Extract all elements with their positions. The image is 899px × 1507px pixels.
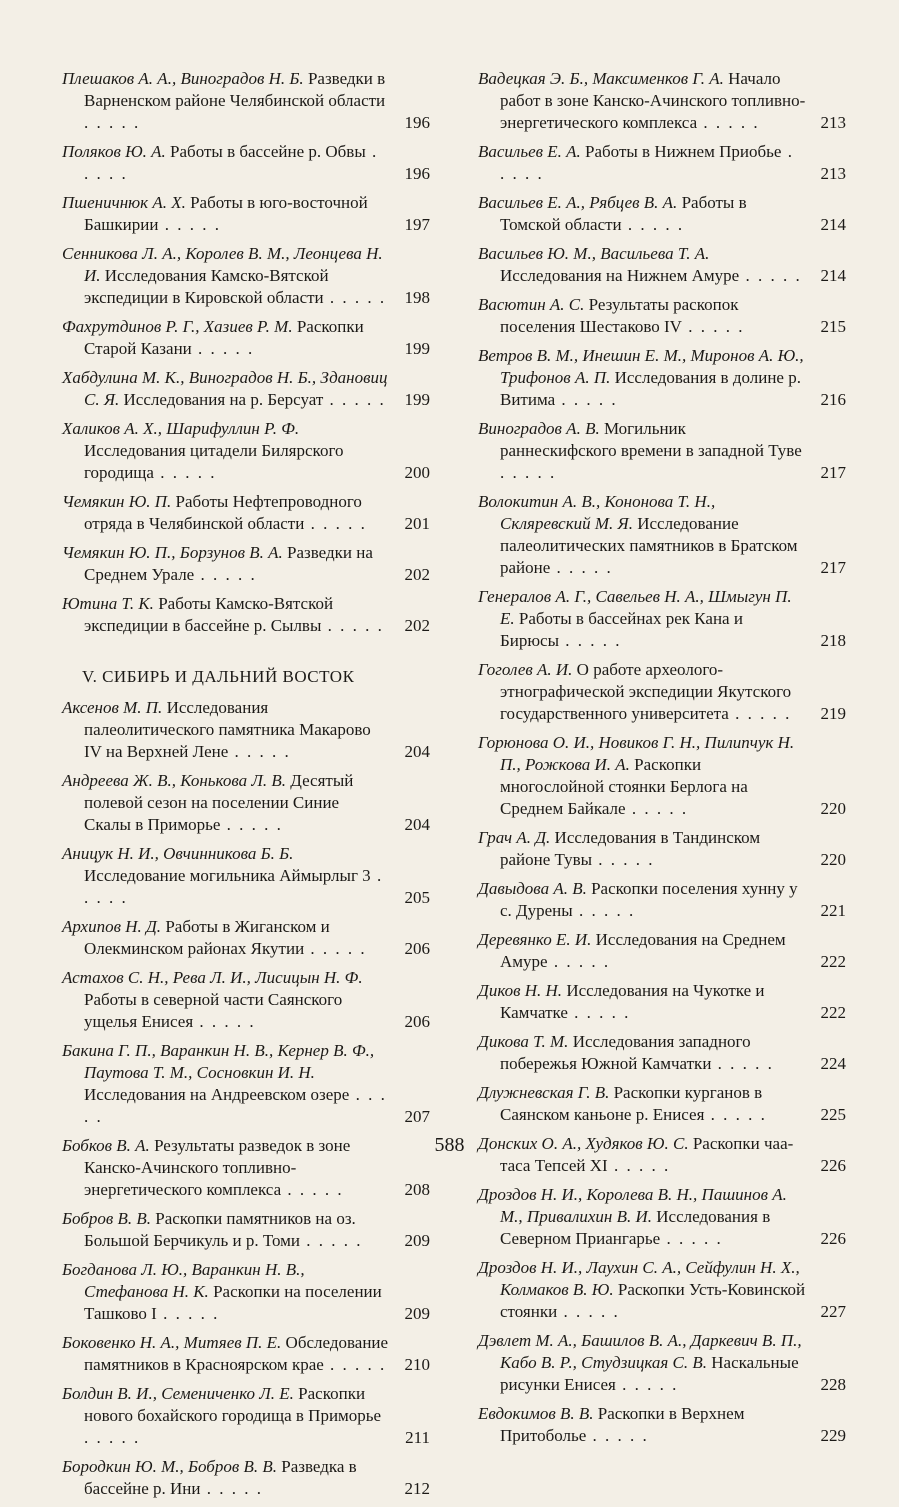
entry-authors: Архипов Н. Д. — [62, 917, 162, 936]
index-entry: Пшеничнюк А. Х. Работы в юго-восточной Башкирии . . . . . 197 — [62, 193, 430, 234]
entry-authors: Гоголев А. И. — [478, 660, 573, 679]
entry-title: Работы в Нижнем Приобье — [585, 142, 782, 161]
entry-title: О работе археолого-этнографической экспедиции Якутского государственного университета — [500, 660, 792, 723]
index-entry: Поляков Ю. А. Работы в бассейне р. Обвы . . . . . 196 — [62, 142, 430, 183]
entry-page: 202 — [404, 616, 430, 635]
entry-authors: Аксенов М. П. — [62, 698, 163, 717]
entry-page: 196 — [404, 164, 430, 183]
entry-title: Раскопки нового бохайского городища в Приморье — [84, 1384, 382, 1425]
index-entry: Волокитин А. В., Кононова Т. Н., Скляревский М. Я. Исследование палеолитических памятников в Братском районе . . . . . 217 — [478, 492, 846, 577]
entry-title: Исследования в Северном Приангарье — [500, 1207, 771, 1248]
index-entry: Ютина Т. К. Работы Камско-Вятской экспедиции в бассейне р. Сылвы . . . . . 202 — [62, 594, 430, 635]
entry-title: Разведка в бассейне р. Ини — [84, 1457, 357, 1498]
entry-page: 204 — [404, 815, 430, 834]
entry-title: Раскопки многослойной стоянки Берлога на Среднем Байкале — [500, 755, 748, 818]
entry-authors: Андреева Ж. В., Конькова Л. В. — [62, 771, 287, 790]
entry-page: 215 — [820, 317, 846, 336]
page-number: 588 — [434, 1134, 465, 1156]
entry-page: 222 — [820, 952, 846, 971]
entry-title: Исследование могильника Аймырлыг 3 — [84, 866, 371, 885]
entry-page: 198 — [404, 288, 430, 307]
index-entry: Аницук Н. И., Овчинникова Б. Б. Исследование могильника Аймырлыг 3 . . . . . 205 — [62, 844, 430, 907]
entry-page: 204 — [404, 742, 430, 761]
entry-authors: Васютин А. С. — [478, 295, 585, 314]
index-entry: Архипов Н. Д. Работы в Жиганском и Олекминском районах Якутии . . . . . 206 — [62, 917, 430, 958]
entry-list-right — [478, 68, 846, 1447]
entry-title: Исследования цитадели Билярского городища — [84, 441, 344, 482]
index-entry: Деревянко Е. И. Исследования на Среднем Амуре . . . . . 222 — [478, 930, 846, 971]
index-entry: Васильев Е. А., Рябцев В. А. Работы в Томской области . . . . . 214 — [478, 193, 846, 234]
entry-authors: Горюнова О. И., Новиков Г. Н., Пилипчук Н. П., Рожкова И. А. — [478, 733, 795, 774]
index-entry: Халиков А. Х., Шарифуллин Р. Ф. Исследования цитадели Билярского городища . . . . . 200 — [62, 419, 430, 482]
entry-page: 228 — [820, 1375, 846, 1394]
entry-page: 222 — [820, 1003, 846, 1022]
entry-page: 201 — [404, 514, 430, 533]
entry-page: 211 — [405, 1428, 430, 1447]
entry-authors: Васильев Е. А. — [478, 142, 581, 161]
index-entry: Чемякин Ю. П., Борзунов В. А. Разведки на Среднем Урале . . . . . 202 — [62, 543, 430, 584]
entry-authors: Дроздов Н. И., Лаухин С. А., Сейфулин Н. Х., Колмаков В. Ю. — [478, 1258, 800, 1299]
entry-page: 227 — [820, 1302, 846, 1321]
index-entry: Васильев Ю. М., Васильева Т. А. Исследования на Нижнем Амуре . . . . . 214 — [478, 244, 846, 285]
entry-authors: Астахов С. Н., Рева Л. И., Лисицын Н. Ф. — [62, 968, 363, 987]
index-entry: Андреева Ж. В., Конькова Л. В. Десятый полевой сезон на поселении Синие Скалы в Приморье . . . . . 204 — [62, 771, 430, 834]
index-entry: Вадецкая Э. Б., Максименков Г. А. Начало работ в зоне Канско-Ачинского топливно-энергетического комплекса . . . . . 213 — [478, 69, 846, 132]
entry-title: Раскопки чаа-таса Тепсей XI — [500, 1134, 794, 1175]
entry-title: Исследование палеолитических памятников в Братском районе — [500, 514, 798, 577]
index-entry: Донских О. А., Худяков Ю. С. Раскопки чаа-таса Тепсей XI . . . . . 226 — [478, 1134, 846, 1175]
entry-page: 207 — [404, 1107, 430, 1126]
entry-page: 214 — [820, 215, 846, 234]
index-entry: Дикова Т. М. Исследования западного побережья Южной Камчатки . . . . . 224 — [478, 1032, 846, 1073]
index-entry: Дроздов Н. И., Лаухин С. А., Сейфулин Н. Х., Колмаков В. Ю. Раскопки Усть-Ковинской стоянки . . . . . 227 — [478, 1258, 846, 1321]
entry-title: Десятый полевой сезон на поселении Синие Скалы в Приморье — [84, 771, 354, 834]
entry-title: Исследования западного побережья Южной Камчатки — [500, 1032, 751, 1073]
entry-authors: Давыдова А. В. — [478, 879, 587, 898]
entry-page: 205 — [404, 888, 430, 907]
entry-authors: Чемякин Ю. П. — [62, 492, 172, 511]
index-entry: Астахов С. Н., Рева Л. И., Лисицын Н. Ф. Работы в северной части Саянского ущелья Енисея . . . . . 206 — [62, 968, 430, 1031]
entry-list-left-2 — [62, 697, 430, 1500]
entry-title: Работы в Томской области — [500, 193, 747, 234]
entry-authors: Волокитин А. В., Кононова Т. Н., Скляревский М. Я. — [478, 492, 716, 533]
index-entry: Бобров В. В. Раскопки памятников на оз. Большой Берчикуль и р. Томи . . . . . 209 — [62, 1209, 430, 1250]
index-entry: Дроздов Н. И., Королева В. Н., Пашинов А. М., Привалихин В. И. Исследования в Северном Приангарье . . . . . 226 — [478, 1185, 846, 1248]
entry-title: Результаты разведок в зоне Канско-Ачинского топливно-энергетического комплекса — [84, 1136, 351, 1199]
entry-authors: Грач А. Д. — [478, 828, 551, 847]
entry-page: 206 — [404, 1012, 430, 1031]
entry-title: Раскопки в Верхнем Притоболье — [500, 1404, 745, 1445]
entry-title: Разведки на Среднем Урале — [84, 543, 373, 584]
entry-title: Работы в юго-восточной Башкирии — [84, 193, 368, 234]
entry-page: 213 — [820, 113, 846, 132]
entry-authors: Генералов А. Г., Савельев Н. А., Шмыгун П. Е. — [478, 587, 792, 628]
entry-list-left — [62, 68, 430, 637]
entry-authors: Ютина Т. К. — [62, 594, 154, 613]
entry-authors: Бобров В. В. — [62, 1209, 152, 1228]
entry-page: 206 — [404, 939, 430, 958]
entry-title: Исследования Камско-Вятской экспедиции в Кировской области — [84, 266, 329, 307]
entry-title: Начало работ в зоне Канско-Ачинского топливно-энергетического комплекса — [500, 69, 806, 132]
entry-authors: Васильев Ю. М., Васильева Т. А. — [478, 244, 710, 263]
entry-page: 226 — [820, 1229, 846, 1248]
entry-authors: Евдокимов В. В. — [478, 1404, 594, 1423]
index-entry: Сенникова Л. А., Королев В. М., Леонцева Н. И. Исследования Камско-Вятской экспедиции в Кировской области . . . . . 198 — [62, 244, 430, 307]
entry-page: 219 — [820, 704, 846, 723]
entry-title: Исследования на Чукотке и Камчатке — [500, 981, 765, 1022]
entry-authors: Деревянко Е. И. — [478, 930, 592, 949]
entry-title: Работы в северной части Саянского ущелья Енисея — [84, 990, 343, 1031]
entry-title: Исследования на Среднем Амуре — [500, 930, 786, 971]
entry-page: 229 — [820, 1426, 846, 1445]
entry-page: 209 — [404, 1304, 430, 1323]
entry-authors: Донских О. А., Худяков Ю. С. — [478, 1134, 689, 1153]
entry-authors: Васильев Е. А., Рябцев В. А. — [478, 193, 678, 212]
left-column — [62, 68, 430, 1507]
index-entry: Богданова Л. Ю., Варанкин Н. В., Стефанова Н. К. Раскопки на поселении Ташково I . . . . . 209 — [62, 1260, 430, 1323]
entry-title: Работы в Жиганском и Олекминском районах Якутии — [84, 917, 330, 958]
index-entry: Бакина Г. П., Варанкин Н. В., Кернер В. Ф., Паутова Т. М., Сосновкин И. Н. Исследования на Андреевском озере . . . . . 207 — [62, 1041, 430, 1126]
entry-authors: Аницук Н. И., Овчинникова Б. Б. — [62, 844, 294, 863]
index-entry: Евдокимов В. В. Раскопки в Верхнем Притоболье . . . . . 229 — [478, 1404, 846, 1445]
entry-title: Раскопки курганов в Саянском каньоне р. Енисея — [500, 1083, 763, 1124]
index-entry: Давыдова А. В. Раскопки поселения хунну у с. Дурены . . . . . 221 — [478, 879, 846, 920]
entry-title: Работы Камско-Вятской экспедиции в бассейне р. Сылвы — [84, 594, 334, 635]
entry-authors: Богданова Л. Ю., Варанкин Н. В., Стефанова Н. К. — [62, 1260, 305, 1301]
entry-title: Работы Нефтепроводного отряда в Челябинской области — [84, 492, 362, 533]
entry-authors: Пшеничнюк А. Х. — [62, 193, 186, 212]
entry-title: Исследования на Нижнем Амуре — [500, 266, 740, 285]
entry-title: Разведки в Варненском районе Челябинской области — [84, 69, 386, 110]
index-entry: Виноградов А. В. Могильник раннескифского времени в западной Туве . . . . . 217 — [478, 419, 846, 482]
entry-page: 218 — [820, 631, 846, 650]
index-entry: Горюнова О. И., Новиков Г. Н., Пилипчук Н. П., Рожкова И. А. Раскопки многослойной стоянки Берлога на Среднем Байкале . . . . . 220 — [478, 733, 846, 818]
entry-title: Раскопки поселения хунну у с. Дурены — [500, 879, 798, 920]
entry-page: 220 — [820, 799, 846, 818]
index-entry: Бобков В. А. Результаты разведок в зоне Канско-Ачинского топливно-энергетического комплекса . . . . . 208 — [62, 1136, 430, 1199]
entry-title: Обследование памятников в Красноярском крае — [84, 1333, 389, 1374]
entry-authors: Дэвлет М. А., Башилов В. А., Даркевич В. П., Кабо В. Р., Студзицкая С. В. — [478, 1331, 802, 1372]
entry-page: 199 — [404, 390, 430, 409]
entry-page: 209 — [404, 1231, 430, 1250]
entry-page: 221 — [820, 901, 846, 920]
entry-authors: Бобков В. А. — [62, 1136, 150, 1155]
entry-authors: Сенникова Л. А., Королев В. М., Леонцева Н. И. — [62, 244, 383, 285]
entry-title: Наскальные рисунки Енисея — [500, 1353, 799, 1394]
entry-page: 225 — [820, 1105, 846, 1124]
entry-title: Исследования в Тандинском районе Тувы — [500, 828, 761, 869]
entry-title: Могильник раннескифского времени в западной Туве — [500, 419, 802, 460]
entry-page: 216 — [820, 390, 846, 409]
entry-authors: Ветров В. М., Инешин Е. М., Миронов А. Ю., Трифонов А. П. — [478, 346, 804, 387]
index-entry: Грач А. Д. Исследования в Тандинском районе Тувы . . . . . 220 — [478, 828, 846, 869]
entry-title: Результаты раскопок поселения Шестаково IV — [500, 295, 739, 336]
index-entry: Плешаков А. А., Виноградов Н. Б. Разведки в Варненском районе Челябинской области . . . . . 196 — [62, 69, 430, 132]
entry-authors: Болдин В. И., Семениченко Л. Е. — [62, 1384, 294, 1403]
entry-page: 196 — [404, 113, 430, 132]
entry-authors: Боковенко Н. А., Митяев П. Е. — [62, 1333, 282, 1352]
entry-page: 200 — [404, 463, 430, 482]
entry-authors: Бакина Г. П., Варанкин Н. В., Кернер В. Ф., Паутова Т. М., Сосновкин И. Н. — [62, 1041, 375, 1082]
entry-authors: Дикова Т. М. — [478, 1032, 569, 1051]
entry-authors: Дроздов Н. И., Королева В. Н., Пашинов А. М., Привалихин В. И. — [478, 1185, 787, 1226]
index-entry: Чемякин Ю. П. Работы Нефтепроводного отряда в Челябинской области . . . . . 201 — [62, 492, 430, 533]
entry-page: 199 — [404, 339, 430, 358]
index-entry: Длужневская Г. В. Раскопки курганов в Саянском каньоне р. Енисея . . . . . 225 — [478, 1083, 846, 1124]
entry-title: Исследования в долине р. Витима — [500, 368, 801, 409]
entry-authors: Фахрутдинов Р. Г., Хазиев Р. М. — [62, 317, 293, 336]
index-entry: Васютин А. С. Результаты раскопок поселения Шестаково IV . . . . . 215 — [478, 295, 846, 336]
entry-authors: Длужневская Г. В. — [478, 1083, 610, 1102]
entry-authors: Плешаков А. А., Виноградов Н. Б. — [62, 69, 304, 88]
entry-page: 224 — [820, 1054, 846, 1073]
entry-page: 210 — [404, 1355, 430, 1374]
entry-page: 213 — [820, 164, 846, 183]
index-entry: Аксенов М. П. Исследования палеолитического памятника Макарово IV на Верхней Лене . . . . . 204 — [62, 698, 430, 761]
entry-title: Исследования палеолитического памятника Макарово IV на Верхней Лене — [84, 698, 371, 761]
entry-page: 197 — [404, 215, 430, 234]
entry-page: 217 — [820, 558, 846, 577]
entry-title: Исследования на Андреевском озере — [84, 1085, 350, 1104]
entry-page: 202 — [404, 565, 430, 584]
entry-authors: Бородкин Ю. М., Бобров В. В. — [62, 1457, 277, 1476]
index-entry: Васильев Е. А. Работы в Нижнем Приобье . . . . . 213 — [478, 142, 846, 183]
entry-title: Раскопки Старой Казани — [84, 317, 364, 358]
index-entry: Гоголев А. И. О работе археолого-этнографической экспедиции Якутского государственного университета . . . . . 219 — [478, 660, 846, 723]
right-column — [478, 68, 846, 1454]
index-entry: Болдин В. И., Семениченко Л. Е. Раскопки нового бохайского городища в Приморье . . . . . 211 — [62, 1384, 430, 1447]
entry-authors: Халиков А. Х., Шарифуллин Р. Ф. — [62, 419, 300, 438]
entry-page: 220 — [820, 850, 846, 869]
entry-authors: Чемякин Ю. П., Борзунов В. А. — [62, 543, 283, 562]
entry-title: Раскопки на поселении Ташково I — [84, 1282, 382, 1323]
entry-authors: Диков Н. Н. — [478, 981, 563, 1000]
entry-authors: Хабдулина М. К., Виноградов Н. Б., Здановиц С. Я. — [62, 368, 388, 409]
index-entry: Генералов А. Г., Савельев Н. А., Шмыгун П. Е. Работы в бассейнах рек Кана и Бирюсы . . . . . 218 — [478, 587, 846, 650]
entry-page: 208 — [404, 1180, 430, 1199]
entry-page: 212 — [404, 1479, 430, 1498]
index-entry: Фахрутдинов Р. Г., Хазиев Р. М. Раскопки Старой Казани . . . . . 199 — [62, 317, 430, 358]
entry-title: Работы в бассейне р. Обвы — [170, 142, 366, 161]
entry-title: Исследования на р. Берсуат — [123, 390, 324, 409]
index-entry: Диков Н. Н. Исследования на Чукотке и Камчатке . . . . . 222 — [478, 981, 846, 1022]
entry-page: 214 — [820, 266, 846, 285]
entry-page: 226 — [820, 1156, 846, 1175]
index-entry: Ветров В. М., Инешин Е. М., Миронов А. Ю., Трифонов А. П. Исследования в долине р. Витима . . . . . 216 — [478, 346, 846, 409]
index-entry: Боковенко Н. А., Митяев П. Е. Обследование памятников в Красноярском крае . . . . . 210 — [62, 1333, 430, 1374]
entry-authors: Поляков Ю. А. — [62, 142, 166, 161]
entry-title: Раскопки Усть-Ковинской стоянки — [500, 1280, 806, 1321]
entry-title: Работы в бассейнах рек Кана и Бирюсы — [500, 609, 743, 650]
section-heading: V. СИБИРЬ И ДАЛЬНИЙ ВОСТОК — [82, 667, 355, 686]
entry-authors: Вадецкая Э. Б., Максименков Г. А. — [478, 69, 724, 88]
index-entry: Бородкин Ю. М., Бобров В. В. Разведка в бассейне р. Ини . . . . . 212 — [62, 1457, 430, 1498]
entry-title: Раскопки памятников на оз. Большой Берчикуль и р. Томи — [84, 1209, 356, 1250]
index-entry: Дэвлет М. А., Башилов В. А., Даркевич В. П., Кабо В. Р., Студзицкая С. В. Наскальные рисунки Енисея . . . . . 228 — [478, 1331, 846, 1394]
entry-authors: Виноградов А. В. — [478, 419, 600, 438]
entry-page: 217 — [820, 463, 846, 482]
index-entry: Хабдулина М. К., Виноградов Н. Б., Здановиц С. Я. Исследования на р. Берсуат . . . . . 199 — [62, 368, 430, 409]
